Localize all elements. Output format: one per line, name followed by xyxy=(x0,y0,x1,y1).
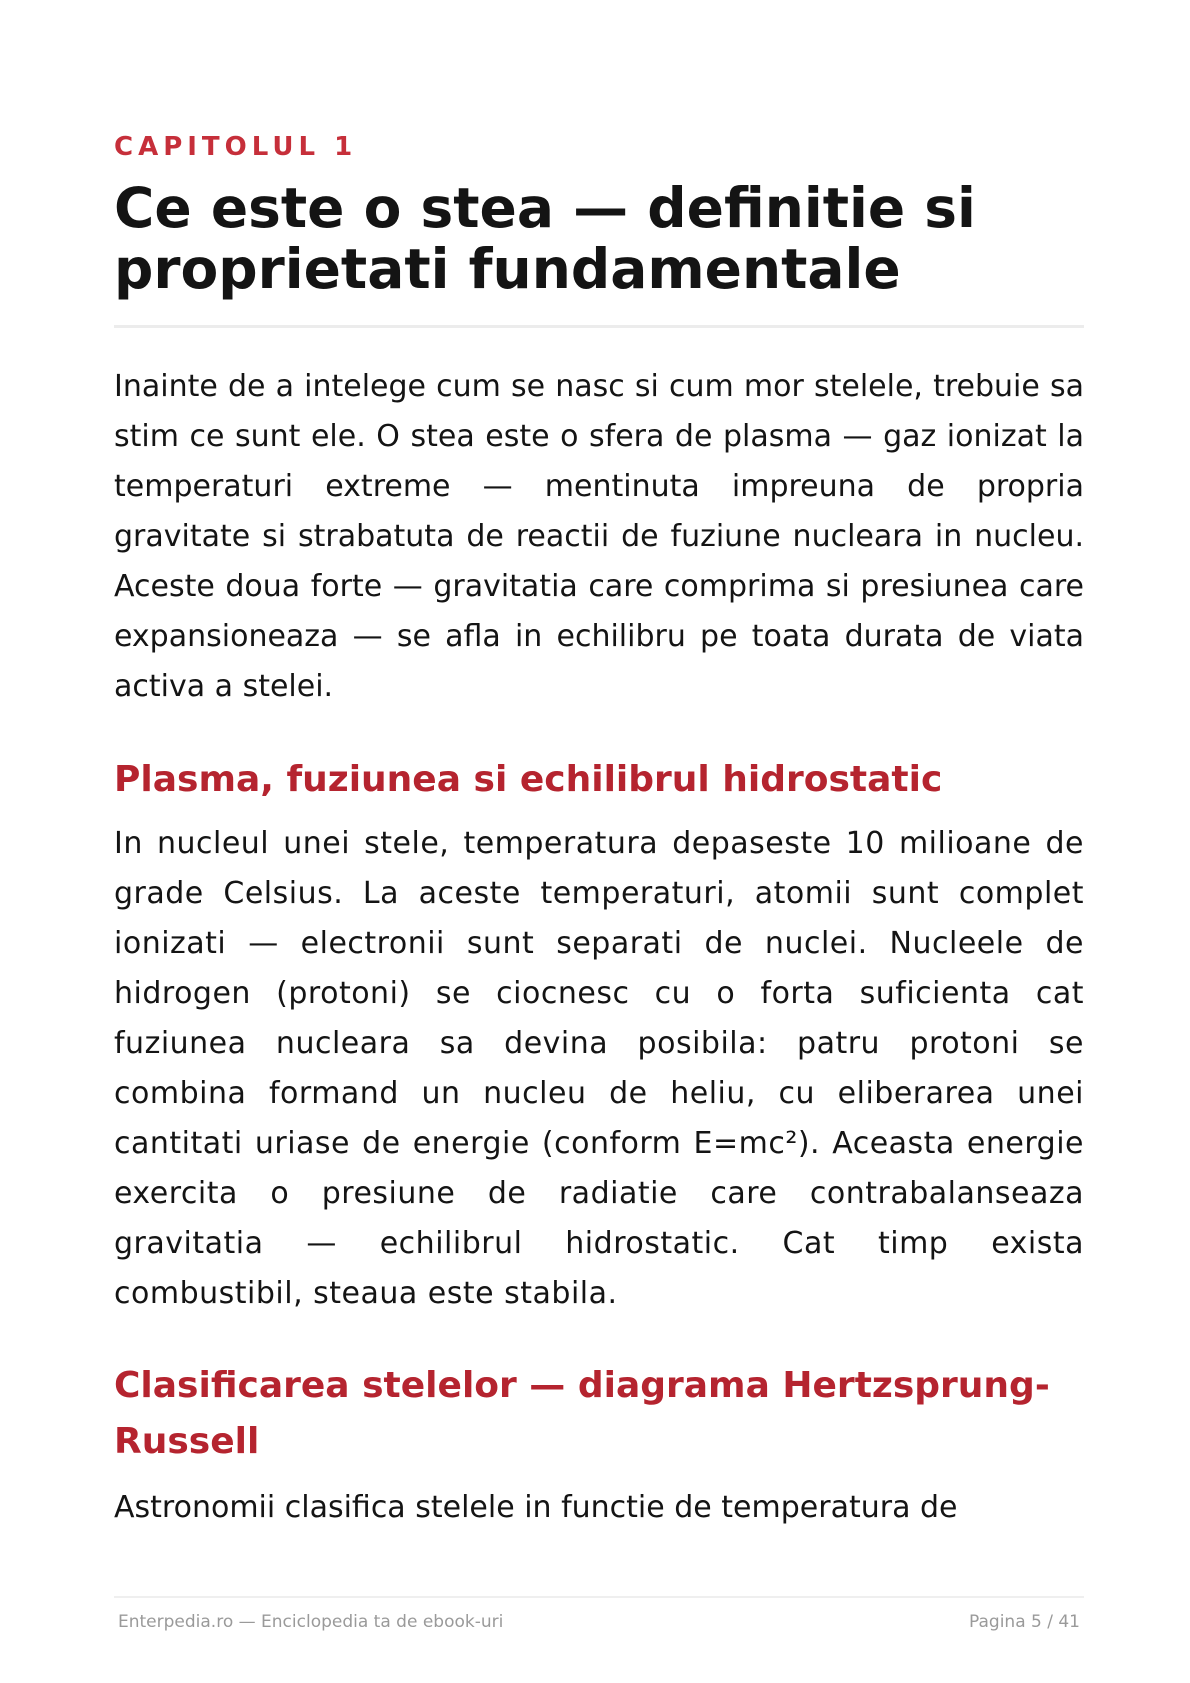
page-title: Ce este o stea — definitie si proprietati fundamentale xyxy=(114,176,976,301)
chapter-label: CAPITOLUL 1 xyxy=(114,132,358,162)
section-paragraph-plasma: In nucleul unei stele, temperatura depaseste 10 milioane de grade Celsius. La aceste temperaturi, atomii sunt complet ionizati — electronii sunt separati de nuclei. Nucleele de hidrogen (protoni) se ciocnesc cu o forta suficienta cat fuziunea nucleara sa devina posibila: patru protoni se combina formand un nucleu de heliu, cu eliberarea unei cantitati uriase de energie (conform E=mc²). Aceasta energie exercita o presiune de radiatie care contrabalanseaza gravitatia — echilibrul hidrostatic. Cat timp exista combustibil, steaua este stabila. xyxy=(114,826,1084,1311)
title-divider xyxy=(114,325,1084,328)
section-heading-plasma: Plasma, fuziunea si echilibrul hidrostatic xyxy=(114,759,943,800)
footer-page-number: Pagina 5 / 41 xyxy=(969,1612,1080,1632)
footer-site-name: Enterpedia.ro — Enciclopedia ta de ebook-uri xyxy=(118,1612,504,1632)
intro-paragraph: Inainte de a intelege cum se nasc si cum mor stelele, trebuie sa stim ce sunt ele. O stea este o sfera de plasma — gaz ionizat la temperaturi extreme — mentinuta impreuna de propria gravitate si strabatuta de reactii de fuziune nucleara in nucleu. Aceste doua forte — gravitatia care comprima si presiunea care expansioneaza — se afla in echilibru pe toata durata de viata activa a stelei. xyxy=(114,369,1084,704)
section-heading-classification: Clasificarea stelelor — diagrama Hertzsprung-Russell xyxy=(114,1365,1050,1462)
footer-divider xyxy=(114,1596,1084,1598)
section-paragraph-classification: Astronomii clasifica stelele in functie de temperatura de xyxy=(114,1490,958,1525)
